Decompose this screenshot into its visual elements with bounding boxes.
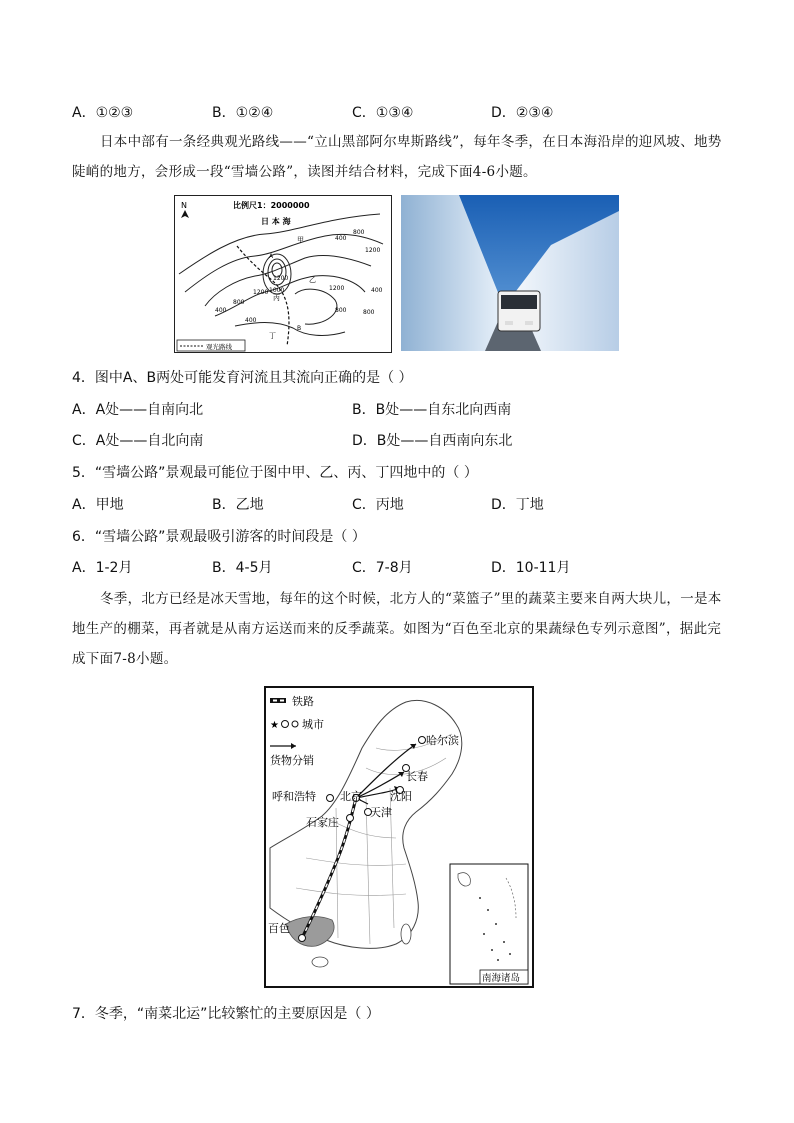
north-label: N — [181, 201, 187, 210]
intro-paragraph-1: 日本中部有一条经典观光路线——“立山黑部阿尔卑斯路线”，每年冬季，在日本海沿岸的迎风坡、地势陡峭的地方，会形成一段“雪墙公路”，读图并结合材料，完成下面4-6小题。 — [72, 134, 722, 180]
point-jia: 甲 — [297, 236, 304, 244]
question-4-stem: 4．图中A、B两处可能发育河流且其流向正确的是（ ） — [72, 370, 413, 386]
scale-label: 比例尺1：2000000 — [233, 201, 310, 210]
q5-option-a: A．甲地 — [72, 497, 124, 513]
contour-800-d: 800 — [335, 307, 347, 314]
star-icon: ★ — [270, 720, 279, 731]
question-5-stem: 5．“雪墙公路”景观最可能位于图中甲、乙、丙、丁四地中的（ ） — [72, 465, 478, 481]
q6-option-b: B．4-5月 — [212, 560, 273, 576]
contour-1200-d: 1200 — [273, 275, 289, 282]
legend-distribution: 货物分销 — [270, 754, 314, 767]
q6-option-c: C．7-8月 — [352, 560, 413, 576]
label-b: B — [297, 325, 302, 332]
contour-1000: 1000 — [269, 287, 285, 294]
city-harbin: 哈尔滨 — [426, 734, 459, 747]
point-yi: 乙 — [309, 276, 316, 284]
option-a: A．①②③ — [72, 105, 134, 121]
city-shenyang: 沈阳 — [390, 790, 412, 803]
q6-option-d: D．10-11月 — [491, 560, 571, 576]
contour-400-d: 400 — [245, 317, 257, 324]
snow-wall-photo — [401, 195, 619, 351]
q5-option-c: C．丙地 — [352, 497, 404, 513]
q4-option-b: B．B处——自东北向西南 — [352, 402, 512, 418]
city-baise: 百色 — [268, 922, 290, 935]
q4-option-a: A．A处——自南向北 — [72, 402, 204, 418]
label-a: A — [269, 253, 274, 260]
question-6-stem: 6．“雪墙公路”景观最吸引游客的时间段是（ ） — [72, 529, 366, 545]
q5-option-b: B．乙地 — [212, 497, 264, 513]
contour-400-a: 400 — [335, 235, 347, 242]
q4-option-c: C．A处——自北向南 — [72, 433, 204, 449]
option-d: D．②③④ — [491, 105, 554, 121]
contour-1200-b: 1200 — [253, 289, 269, 296]
railway-map — [264, 686, 534, 988]
city-changchun: 长春 — [406, 770, 428, 783]
legend-railway: 铁路 — [292, 695, 314, 708]
city-tianjin: 天津 — [370, 806, 392, 819]
legend-city: 城市 — [302, 718, 324, 731]
option-c: C．①③④ — [352, 105, 414, 121]
q6-option-a: A．1-2月 — [72, 560, 133, 576]
contour-1200-c: 1200 — [329, 285, 345, 292]
question-7-stem: 7．冬季，“南菜北运”比较繁忙的主要原因是（ ） — [72, 1006, 380, 1022]
contour-400-c: 400 — [371, 287, 383, 294]
point-ding: 丁 — [269, 332, 276, 340]
point-bing: 丙 — [273, 294, 280, 302]
q4-option-d: D．B处——自西南向东北 — [352, 433, 513, 449]
city-hohhot: 呼和浩特 — [272, 790, 316, 803]
sea-label: 日 本 海 — [261, 217, 291, 226]
q5-option-d: D．丁地 — [491, 497, 544, 513]
intro-paragraph-2: 冬季，北方已经是冰天雪地，每年的这个时候，北方人的“菜篮子”里的蔬菜主要来自两大块儿，一是本地生产的棚菜，再者就是从南方运送而来的反季蔬菜。如图为“百色至北京的果蔬绿色专列示意图”，据此完成下面7-8小题。 — [72, 591, 722, 667]
topographic-map — [174, 195, 392, 353]
contour-1200-a: 1200 — [365, 247, 381, 254]
city-shijiazhuang: 石家庄 — [306, 816, 339, 829]
contour-400-b: 400 — [215, 307, 227, 314]
contour-800-b: 800 — [233, 299, 245, 306]
city-beijing: 北京 — [340, 790, 362, 803]
north-arrow-icon — [181, 210, 189, 218]
contour-800-c: 800 — [363, 309, 375, 316]
inset-label: 南海诸岛 — [482, 973, 521, 984]
route-legend: 观光路线 — [206, 343, 232, 351]
contour-800-a: 800 — [353, 229, 365, 236]
option-b: B．①②④ — [212, 105, 274, 121]
